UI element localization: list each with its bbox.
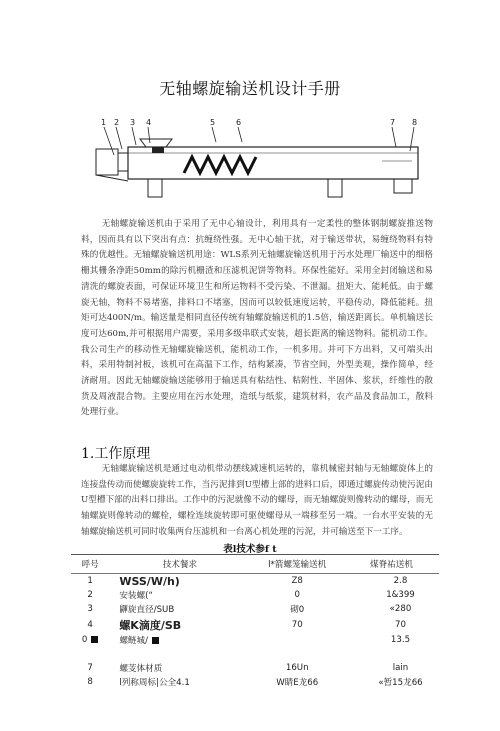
table-row bbox=[71, 588, 439, 602]
row-value-shafted: 2.8 bbox=[393, 576, 408, 587]
conveyor-drawing bbox=[92, 117, 432, 202]
row-number: 7 bbox=[87, 663, 93, 674]
row-parameter bbox=[109, 647, 250, 661]
row-number-cell bbox=[71, 633, 109, 647]
figure-label-1: 1 bbox=[101, 118, 107, 127]
row-number: 8 bbox=[87, 677, 93, 688]
row-value-shaftless: 70 bbox=[291, 619, 303, 630]
figure-label-4: 4 bbox=[146, 118, 152, 127]
spec-table bbox=[71, 554, 439, 689]
working-principle-paragraph: 无轴螺旋输送机是通过电动机带动摆线减速机运转的，靠机械密封轴与无轴螺旋体上的连接盘传动而使螺旋旋转工作，当污泥排到U型槽上部的进料口后，即通过螺旋传动使污泥由U型槽下部的出料口排出。工作中的污泥就像不动的螺母，而无轴螺旋则像转动的螺母，而无轴螺旋则像转动的螺栓，螺栓连续旋转即可驱使螺母从一端移至另一端。一台水平安装的无轴螺旋输送机可同时收集两台压滤机和一台离心机处理的污泥，并可输送至下一工序。 bbox=[81, 464, 433, 537]
row-number: 3 bbox=[87, 604, 93, 615]
table-row bbox=[71, 617, 439, 633]
table-row bbox=[71, 574, 439, 589]
figure-label-6: 6 bbox=[236, 118, 242, 127]
row-value-shafted: «280 bbox=[389, 604, 412, 615]
figure-label-7: 7 bbox=[390, 118, 396, 127]
row-value-shafted: 1&399 bbox=[386, 590, 415, 601]
table-row bbox=[71, 675, 439, 689]
row-value-shafted: 70 bbox=[395, 619, 406, 630]
row-parameter: WSS/W/h) bbox=[119, 574, 180, 588]
figure-label-8: 8 bbox=[412, 118, 418, 127]
col-header-shaftless: l*箭螺笼输送机 bbox=[250, 555, 343, 574]
row-number: 4 bbox=[87, 619, 93, 630]
square-mark-icon bbox=[152, 637, 159, 644]
row-parameter: 螺K滴度/SB bbox=[119, 618, 182, 632]
col-header-parameter: 技术餐求 bbox=[109, 555, 250, 574]
row-number bbox=[71, 647, 109, 661]
table-row bbox=[71, 602, 439, 616]
row-number: 0 bbox=[81, 634, 88, 645]
square-mark-icon bbox=[91, 636, 98, 643]
row-value-shaftless bbox=[250, 633, 343, 647]
figure-label-5: 5 bbox=[210, 118, 216, 127]
row-value-shafted: 13.5 bbox=[390, 634, 411, 645]
row-value-shafted: «暂15龙66 bbox=[378, 678, 423, 689]
col-header-shafted: 煤脊祐送机 bbox=[344, 555, 439, 574]
section-heading-working-principle: 1.工作原理 bbox=[81, 446, 151, 462]
table-row bbox=[71, 633, 439, 647]
row-parameter: l列称周标|公全4.1 bbox=[119, 678, 190, 689]
figure-label-3: 3 bbox=[130, 118, 136, 127]
figure-label-2: 2 bbox=[114, 118, 120, 127]
row-parameter: 安装螺(“ bbox=[119, 591, 153, 602]
row-value-shaftless: 砌0 bbox=[290, 605, 305, 616]
table-header-row bbox=[71, 555, 439, 574]
table-caption: 表l技术参f t bbox=[223, 544, 277, 555]
row-value-shaftless: W睛E龙66 bbox=[276, 678, 319, 689]
row-parameter-cell bbox=[109, 633, 250, 647]
document-title: 无轴螺旋输送机设计手册 bbox=[159, 79, 341, 98]
row-number: 2 bbox=[87, 590, 93, 601]
table-row bbox=[71, 647, 439, 661]
row-value-shafted: lain bbox=[392, 663, 409, 674]
row-value-shaftless: 0 bbox=[294, 590, 300, 601]
row-value-shaftless: 16Un bbox=[285, 663, 309, 674]
row-value-shafted bbox=[344, 647, 439, 661]
intro-paragraph: 无轴螺旋输送机由于采用了无中心轴设计，利用具有一定柔性的整体钢制螺旋推送物料，因而具有以下突出有点：抗缠绕性强。无中心轴干扰，对于输送带状，易缠绕物料有特殊的优越性。无轴螺旋输送机用途：WLS系列无轴螺旋输送机用于污水处理厂输送中的细格栅其栅条净距50mm的除污机栅渣和压滤机泥饼等物料。环保性能好。采用全封闭输送和易清洗的螺旋表面，可保证环境卫生和所运物料不受污染、不泄漏。扭矩大、能耗低。由于螺旋无轴，物料不易堵塞，排料口不堵塞，因而可以较低速度运转，平稳传动，降低能耗。扭矩可达400N/m。输送量是相同直径传统有轴螺旋输送机的1.5倍，输送距离长。单机输送长度可达60m,并可根据用户需要，采用多级串联式安装，超长距离的输送物料。能机动工作。我公司生产的移动性无轴螺旋输送机，能机动工作，一机多用。并可下方出料，又可端头出料，采用特制衬板，该机可在高温下工作，结构紧凑，节省空间，外型美观，操作简单，经济耐用。因此无轴螺旋输送能够用于输送具有粘结性、粘附性、半固体、浆状，纤维性的散货及周液混合物。主要应用在污水处理，造纸与纸浆，建筑材料，农产品及食品加工，散料处理行业。 bbox=[81, 219, 433, 418]
row-value-shaftless: Z8 bbox=[291, 576, 303, 587]
row-parameter: 鼲旋直径/SUB bbox=[119, 605, 175, 616]
row-number: 1 bbox=[87, 576, 93, 587]
row-parameter: 螺鲢城/ bbox=[119, 635, 148, 646]
row-value-shaftless bbox=[250, 647, 343, 661]
row-parameter: 螺芰体材质 bbox=[119, 664, 163, 675]
table-row bbox=[71, 661, 439, 675]
col-header-number: 呼号 bbox=[71, 555, 109, 574]
conveyor-diagram bbox=[92, 117, 432, 202]
